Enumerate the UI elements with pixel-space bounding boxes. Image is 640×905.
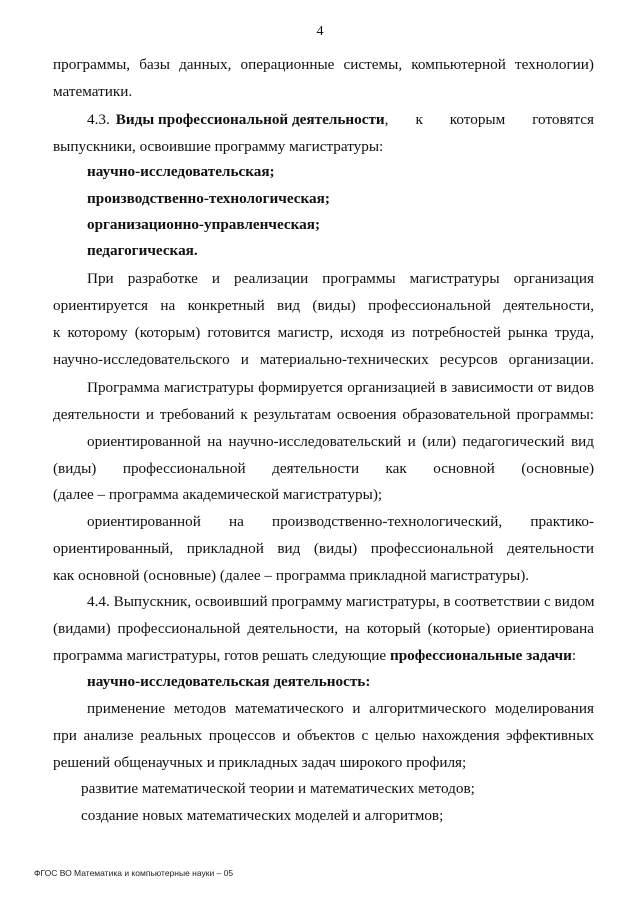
text-line: создание новых математических моделей и алгоритмов; bbox=[81, 807, 444, 824]
text-line: (виды) профессиональной деятельности как основной (основные) bbox=[53, 460, 594, 477]
text-line: решений общенаучных и прикладных задач широкого профиля; bbox=[53, 754, 467, 771]
text-line: ориентируется на конкретный вид (виды) профессиональной деятельности, bbox=[53, 297, 594, 314]
text-line: При разработке и реализации программы магистратуры организация bbox=[87, 270, 594, 287]
text-bold: профессиональные задачи bbox=[389, 647, 572, 664]
text-line: 4.4. Выпускник, освоивший программу магистратуры, в соответствии с видом bbox=[87, 593, 595, 610]
text-plain: программа магистратуры, готов решать следующие bbox=[53, 647, 390, 664]
text-line: математики. bbox=[53, 83, 133, 100]
text-line: к которому (которым) готовится магистр, исходя из потребностей рынка труда, bbox=[53, 324, 594, 341]
text-line: (видами) профессиональной деятельности, на который (которые) ориентирована bbox=[53, 620, 594, 637]
activity-type-item: научно-исследовательская; bbox=[87, 163, 275, 180]
text-line: выпускники, освоившие программу магистратуры: bbox=[53, 138, 384, 155]
page-number: 4 bbox=[316, 24, 324, 39]
text-line: Программа магистратуры формируется организацией в зависимости от видов bbox=[87, 379, 594, 396]
text-plain: : bbox=[571, 647, 577, 664]
subheading: научно-исследовательская деятельность: bbox=[87, 673, 371, 690]
text-line: программы, базы данных, операционные системы, компьютерной технологии) bbox=[53, 56, 594, 73]
text-line: ориентированной на производственно-технологический, практико- bbox=[87, 513, 594, 530]
activity-type-item: организационно-управленческая; bbox=[87, 216, 320, 233]
text-line: развитие математической теории и математических методов; bbox=[81, 780, 475, 797]
text-line: ориентированный, прикладной вид (виды) профессиональной деятельности bbox=[53, 540, 594, 557]
section-title: Виды профессиональной деятельности bbox=[115, 111, 385, 128]
text-line: ориентированной на научно-исследовательский и (или) педагогический вид bbox=[87, 433, 594, 450]
section-title-rest: , к которым готовятся bbox=[384, 111, 594, 128]
text-line: научно-исследовательского и материально-технических ресурсов организации. bbox=[53, 351, 594, 368]
activity-type-item: педагогическая. bbox=[87, 242, 198, 259]
text-line: применение методов математического и алгоритмического моделирования bbox=[87, 700, 594, 717]
text-line: как основной (основные) (далее – программа прикладной магистратуры). bbox=[53, 567, 530, 584]
text-line: деятельности и требований к результатам освоения образовательной программы: bbox=[53, 406, 594, 423]
section-number: 4.3. bbox=[87, 111, 110, 128]
section-4-3-heading bbox=[87, 111, 594, 129]
text-line: при анализе реальных процессов и объектов с целью нахождения эффективных bbox=[53, 727, 594, 744]
text-line bbox=[53, 647, 576, 665]
activity-type-item: производственно-технологическая; bbox=[87, 190, 330, 207]
page-footer: ФГОС ВО Математика и компьютерные науки – 05 bbox=[34, 868, 234, 878]
text-line: (далее – программа академической магистратуры); bbox=[53, 486, 383, 503]
